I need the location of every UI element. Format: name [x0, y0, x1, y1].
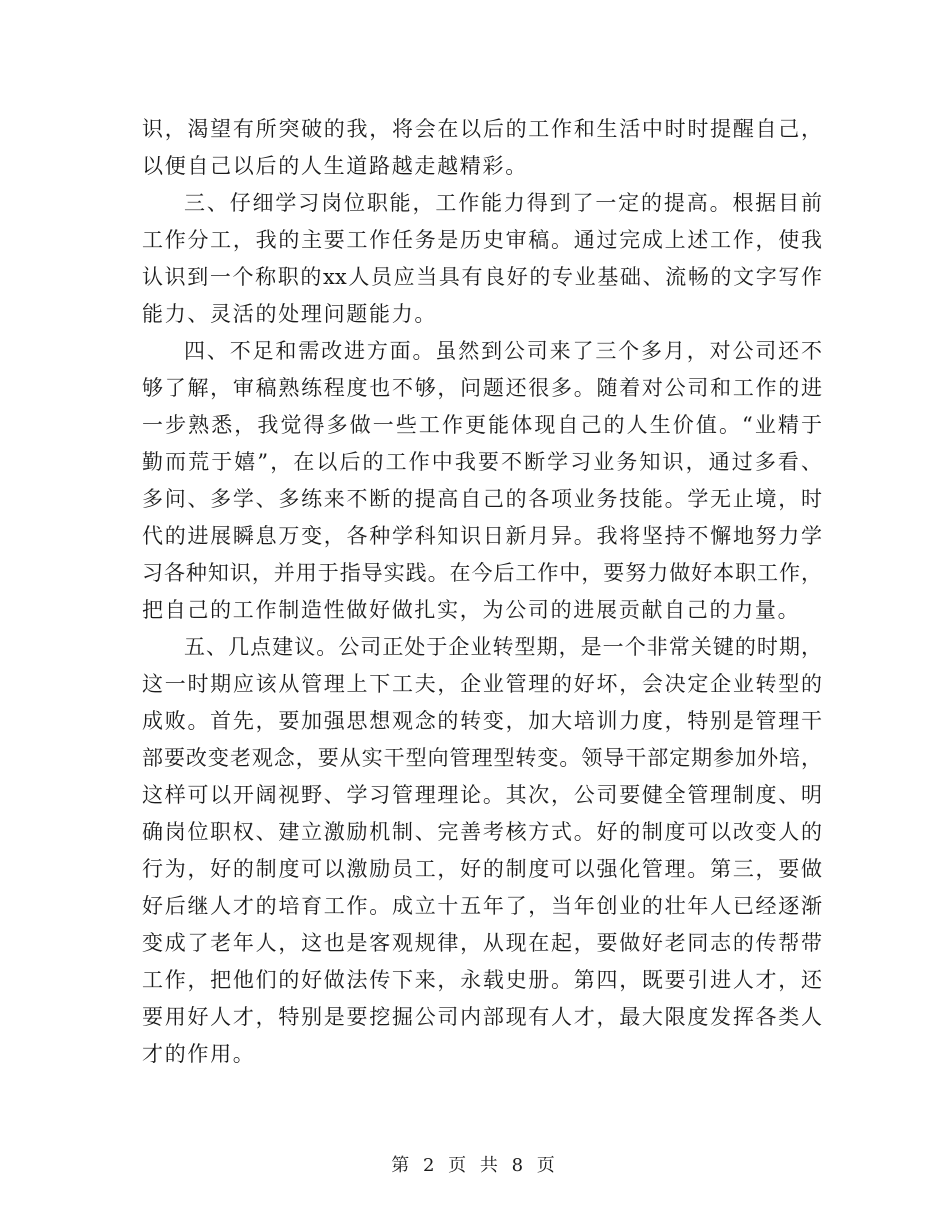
page-number-footer: 第 2 页 共 8 页 [391, 1155, 559, 1176]
text-line: 认识到一个称职的xx人员应当具有良好的专业基础、流畅的文字写作 [142, 265, 822, 289]
text-line: 把自己的工作制造性做好做扎实，为公司的进展贡献自己的力量。 [142, 598, 801, 622]
text-line: 确岗位职权、建立激励机制、完善考核方式。好的制度可以改变人的 [142, 820, 822, 844]
text-line: 以便自己以后的人生道路越走越精彩。 [142, 154, 528, 178]
paragraph-heading-4: 四、不足和需改进方面。虽然到公司来了三个多月，对公司还不 [184, 339, 822, 363]
paragraph-heading-3: 三、仔细学习岗位职能，工作能力得到了一定的提高。根据目前 [184, 191, 822, 215]
text-line: 识，渴望有所突破的我，将会在以后的工作和生活中时时提醒自己， [142, 117, 822, 141]
text-line: 能力、灵活的处理问题能力。 [142, 302, 438, 326]
text-line: 要用好人才，特别是要挖掘公司内部现有人才，最大限度发挥各类人 [142, 1005, 822, 1029]
text-line: 够了解，审稿熟练程度也不够，问题还很多。随着对公司和工作的进 [142, 376, 822, 400]
text-line: 部要改变老观念，要从实干型向管理型转变。领导干部定期参加外培， [142, 746, 822, 770]
text-line: 才的作用。 [142, 1042, 256, 1066]
text-line: 工作，把他们的好做法传下来，永载史册。第四，既要引进人才，还 [142, 968, 822, 992]
text-line: 习各种知识，并用于指导实践。在今后工作中，要努力做好本职工作， [142, 561, 822, 585]
text-line: 成败。首先，要加强思想观念的转变，加大培训力度，特别是管理干 [142, 709, 822, 733]
paragraph-heading-5: 五、几点建议。公司正处于企业转型期，是一个非常关键的时期， [184, 635, 822, 659]
text-line: 变成了老年人，这也是客观规律，从现在起，要做好老同志的传帮带 [142, 931, 822, 955]
text-line: 勤而荒于嬉”，在以后的工作中我要不断学习业务知识，通过多看、 [142, 450, 822, 474]
text-line: 好后继人才的培育工作。成立十五年了，当年创业的壮年人已经逐渐 [142, 894, 822, 918]
text-line: 多问、多学、多练来不断的提高自己的各项业务技能。学无止境，时 [142, 487, 822, 511]
text-line: 代的进展瞬息万变，各种学科知识日新月异。我将坚持不懈地努力学 [142, 524, 822, 548]
text-line: 一步熟悉，我觉得多做一些工作更能体现自己的人生价值。“业精于 [142, 413, 822, 437]
text-line: 工作分工，我的主要工作任务是历史审稿。通过完成上述工作，使我 [142, 228, 822, 252]
text-line: 行为，好的制度可以激励员工，好的制度可以强化管理。第三，要做 [142, 857, 822, 881]
text-line: 这一时期应该从管理上下工夫，企业管理的好坏，会决定企业转型的 [142, 672, 822, 696]
text-line: 这样可以开阔视野、学习管理理论。其次，公司要健全管理制度、明 [142, 783, 822, 807]
